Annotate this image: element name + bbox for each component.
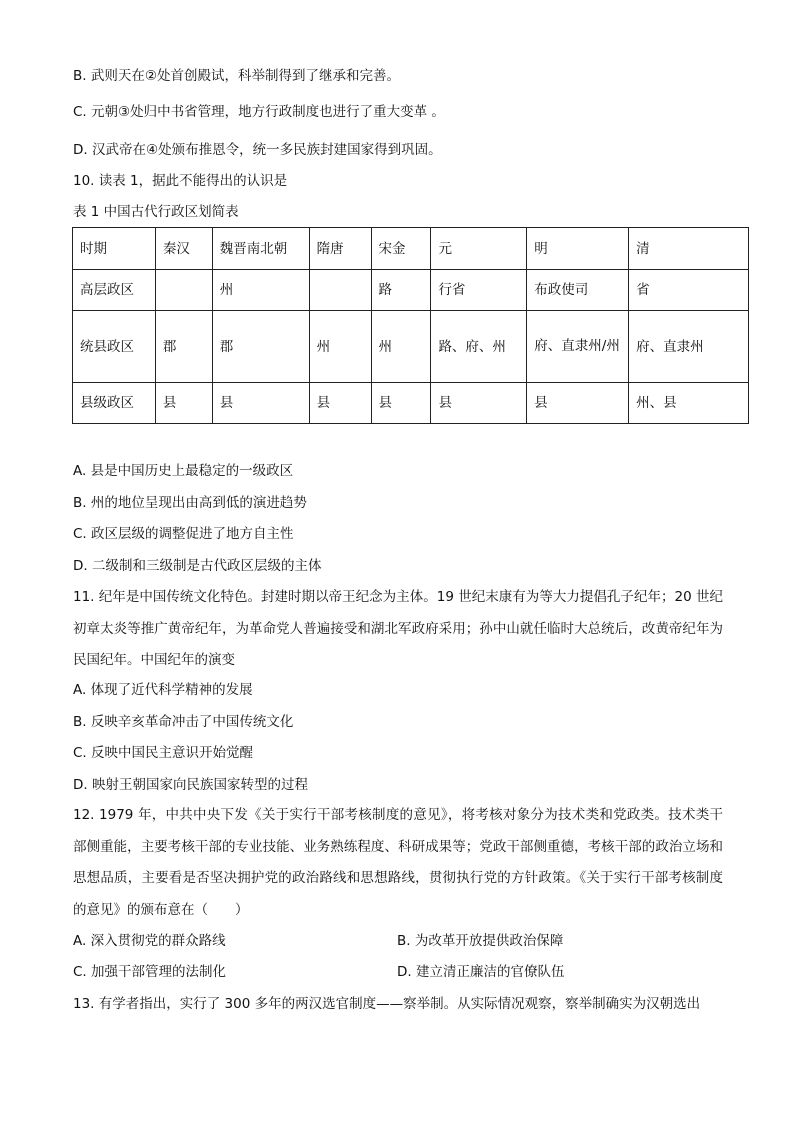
header-cell: 元 [431, 228, 527, 270]
table-cell: 县 [155, 383, 212, 424]
header-cell: 隋唐 [309, 228, 371, 270]
table-row [73, 270, 749, 311]
table-caption: 表 1 中国古代行政区划简表 [73, 204, 239, 220]
table-cell: 府、直隶州/州 [527, 311, 629, 383]
question-10-option-c: C. 政区层级的调整促进了地方自主性 [73, 526, 294, 542]
table-row [73, 311, 749, 383]
question-11-option-c: C. 反映中国民主意识开始觉醒 [73, 745, 254, 761]
question-9-option-d: D. 汉武帝在④处颁布推恩令，统一多民族封建国家得到巩固。 [73, 142, 442, 158]
question-11-option-a: A. 体现了近代科学精神的发展 [73, 682, 253, 698]
table-cell [155, 270, 212, 311]
question-11-option-d: D. 映射王朝国家向民族国家转型的过程 [73, 777, 308, 793]
question-10-option-d: D. 二级制和三级制是古代政区层级的主体 [73, 558, 322, 574]
table-cell: 县 [527, 383, 629, 424]
question-12-option-b: B. 为改革开放提供政治保障 [397, 933, 564, 949]
table-cell: 行省 [431, 270, 527, 311]
header-cell: 秦汉 [155, 228, 212, 270]
question-12-option-c: C. 加强干部管理的法制化 [73, 964, 227, 980]
header-cell: 时期 [73, 228, 156, 270]
table-cell: 郡 [212, 311, 309, 383]
table-row [73, 383, 749, 424]
table-cell: 县 [212, 383, 309, 424]
table-cell: 县 [431, 383, 527, 424]
question-11-stem: 11. 纪年是中国传统文化特色。封建时期以帝王纪念为主体。19 世纪末康有为等大力提倡孔子纪年；20 世纪初章太炎等推广黄帝纪年，为革命党人普遍接受和湖北军政府采用；孙中山就任临时大总统后，改黄帝纪年为民国纪年。中国纪年的演变 [73, 589, 723, 668]
table-cell: 县 [371, 383, 431, 424]
question-9-option-b: B. 武则天在②处首创殿试，科举制得到了继承和完善。 [73, 68, 400, 84]
question-13-stem: 13. 有学者指出，实行了 300 多年的两汉选官制度——察举制。从实际情况观察，察举制确实为汉朝选出 [73, 996, 701, 1012]
table-header-row [73, 228, 749, 270]
table-cell: 统县政区 [73, 311, 156, 383]
table-cell: 府、直隶州 [629, 311, 749, 383]
table-cell: 州、县 [629, 383, 749, 424]
table-cell: 省 [629, 270, 749, 311]
question-10-stem: 10. 读表 1，据此不能得出的认识是 [73, 173, 288, 189]
table-cell: 路、府、州 [431, 311, 527, 383]
question-10-option-a: A. 县是中国历史上最稳定的一级政区 [73, 463, 294, 479]
question-9-option-c: C. 元朝③处归中书省管理，地方行政制度也进行了重大变革 。 [73, 104, 445, 120]
table-cell: 县级政区 [73, 383, 156, 424]
table-cell: 州 [309, 311, 371, 383]
question-11-option-b: B. 反映辛亥革命冲击了中国传统文化 [73, 714, 294, 730]
table-cell: 高层政区 [73, 270, 156, 311]
table-cell: 州 [212, 270, 309, 311]
table-cell: 布政使司 [527, 270, 629, 311]
question-12-stem: 12. 1979 年，中共中央下发《关于实行干部考核制度的意见》，将考核对象分为技术类和党政类。技术类干部侧重能，主要考核干部的专业技能、业务熟练程度、科研成果等；党政干部侧重德，考核干部的政治立场和思想品质，主要看是否坚决拥护党的政治路线和思想路线，贯彻执行党的方针政策。《关于实行干部考核制度的意见》的颁布意在（ ） [73, 807, 723, 918]
question-12-option-a: A. 深入贯彻党的群众路线 [73, 933, 226, 949]
header-cell: 宋金 [371, 228, 431, 270]
admin-division-table [72, 227, 749, 424]
header-cell: 魏晋南北朝 [212, 228, 309, 270]
question-10-option-b: B. 州的地位呈现出由高到低的演进趋势 [73, 495, 307, 511]
header-cell: 清 [629, 228, 749, 270]
table-cell: 路 [371, 270, 431, 311]
table-cell: 郡 [155, 311, 212, 383]
header-cell: 明 [527, 228, 629, 270]
table-cell: 县 [309, 383, 371, 424]
table-cell: 州 [371, 311, 431, 383]
question-12-option-d: D. 建立清正廉洁的官僚队伍 [397, 964, 565, 980]
table-cell [309, 270, 371, 311]
